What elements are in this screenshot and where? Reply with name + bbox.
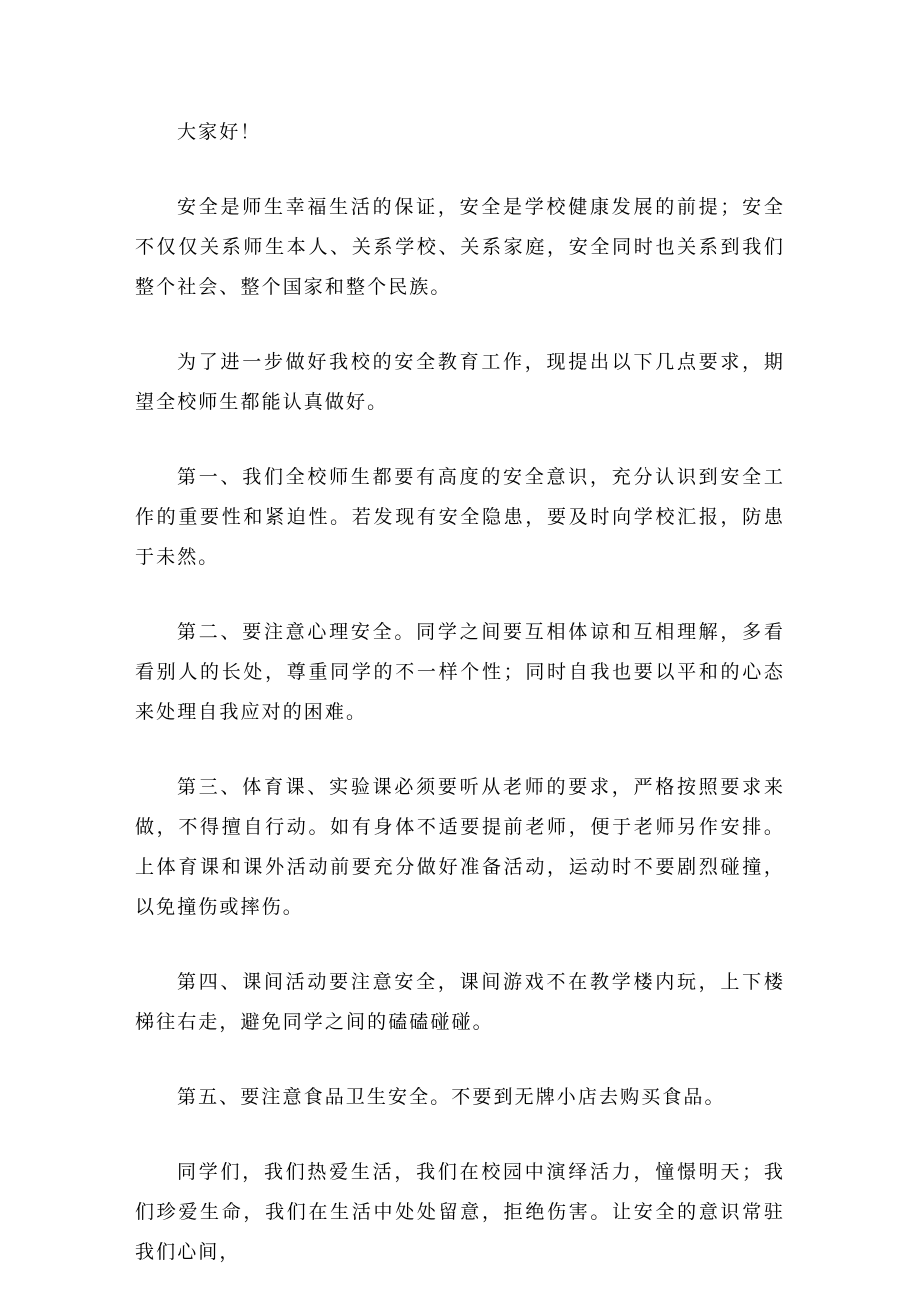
greeting-paragraph: 大家好！ xyxy=(177,121,262,143)
paragraph-point-four: 第四、课间活动要注意安全，课间游戏不在教学楼内玩，上下楼梯往右走，避免同学之间的磕磕碰碰。 xyxy=(135,971,785,1033)
paragraph-safety-importance: 安全是师生幸福生活的保证，安全是学校健康发展的前提；安全不仅仅关系师生本人、关系学校、关系家庭，安全同时也关系到我们整个社会、整个国家和整个民族。 xyxy=(135,196,785,298)
paragraph-point-one: 第一、我们全校师生都要有高度的安全意识，充分认识到安全工作的重要性和紧迫性。若发现有安全隐患，要及时向学校汇报，防患于未然。 xyxy=(135,466,785,568)
paragraph-requirements-intro: 为了进一步做好我校的安全教育工作，现提出以下几点要求，期望全校师生都能认真做好。 xyxy=(135,351,785,413)
paragraph-closing: 同学们，我们热爱生活，我们在校园中演绎活力，憧憬明天；我们珍爱生命，我们在生活中处处留意，拒绝伤害。让安全的意识常驻我们心间， xyxy=(135,1161,785,1263)
paragraph-point-two: 第二、要注意心理安全。同学之间要互相体谅和互相理解，多看看别人的长处，尊重同学的不一样个性；同时自我也要以平和的心态来处理自我应对的困难。 xyxy=(135,621,785,723)
paragraph-point-three: 第三、体育课、实验课必须要听从老师的要求，严格按照要求来做，不得擅自行动。如有身体不适要提前老师，便于老师另作安排。上体育课和课外活动前要充分做好准备活动，运动时不要剧烈碰撞，以免撞伤或摔伤。 xyxy=(135,776,785,918)
paragraph-point-five: 第五、要注意食品卫生安全。不要到无牌小店去购买食品。 xyxy=(177,1086,726,1108)
